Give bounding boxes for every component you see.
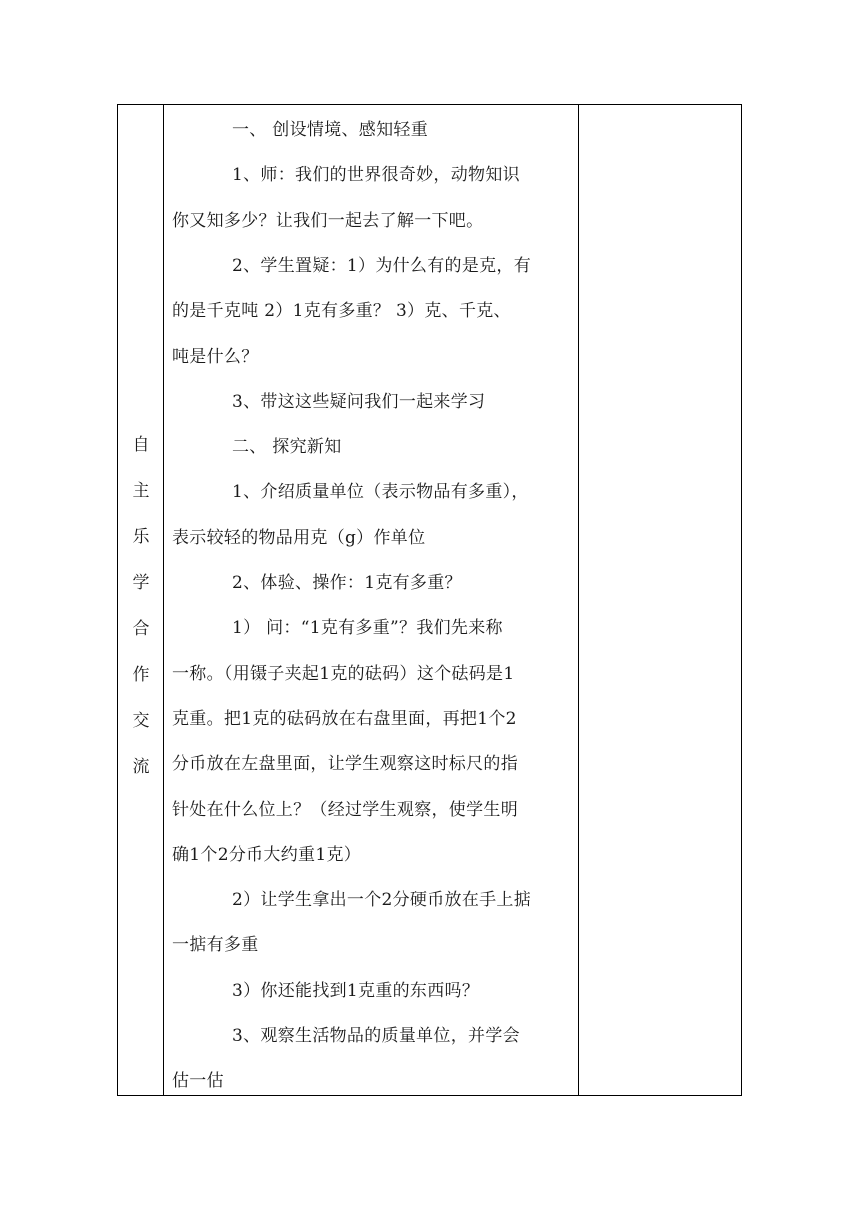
- content-line: 一、 创设情境、感知轻重: [232, 120, 429, 140]
- content-line: 1、师：我们的世界很奇妙，动物知识: [232, 165, 520, 185]
- content-line: 3、观察生活物品的质量单位，并学会: [232, 1026, 520, 1046]
- section-label-char: 交: [132, 711, 150, 731]
- section-label-column: [118, 105, 164, 1095]
- section-label-char: 作: [132, 665, 150, 685]
- section-label-char: 自: [132, 435, 150, 455]
- lesson-plan-table: [117, 104, 742, 1096]
- content-line: 你又知多少？让我们一起去了解一下吧。: [172, 211, 484, 231]
- content-line: 一称。（用镊子夹起1克的砝码）这个砝码是1: [172, 664, 515, 684]
- content-line: 3）你还能找到1克重的东西吗？: [232, 981, 480, 1001]
- content-line: 1、介绍质量单位（表示物品有多重），: [232, 482, 529, 502]
- content-line: 确1个2分币大约重1克）: [172, 845, 362, 865]
- section-label-char: 主: [132, 481, 150, 501]
- content-line: 2）让学生拿出一个2分硬币放在手上掂: [232, 890, 532, 910]
- content-line: 分币放在左盘里面，让学生观察这时标尺的指: [172, 754, 518, 774]
- content-line: 1） 问：“1克有多重”？我们先来称: [232, 618, 503, 638]
- section-label-char: 学: [132, 573, 150, 593]
- lesson-content-column: [164, 105, 579, 1095]
- content-line: 2、体验、操作：1克有多重？: [232, 573, 462, 593]
- content-line: 针处在什么位上？（经过学生观察，使学生明: [172, 800, 518, 820]
- content-line: 估一估: [172, 1071, 224, 1091]
- content-line: 表示较轻的物品用克（g）作单位: [172, 528, 426, 548]
- content-line: 二、 探究新知: [232, 437, 342, 457]
- content-line: 3、带这这些疑问我们一起来学习: [232, 392, 486, 412]
- notes-column: [579, 105, 741, 1095]
- content-line: 的是千克吨 2）1克有多重？ 3）克、千克、: [172, 301, 511, 321]
- content-line: 2、学生置疑：1）为什么有的是克，有: [232, 256, 532, 276]
- section-label-char: 乐: [132, 527, 150, 547]
- section-label-char: 合: [132, 619, 150, 639]
- content-line: 一掂有多重: [172, 935, 259, 955]
- content-line: 克重。把1克的砝码放在右盘里面，再把1个2: [172, 709, 517, 729]
- section-label-char: 流: [132, 757, 150, 777]
- content-line: 吨是什么？: [172, 347, 259, 367]
